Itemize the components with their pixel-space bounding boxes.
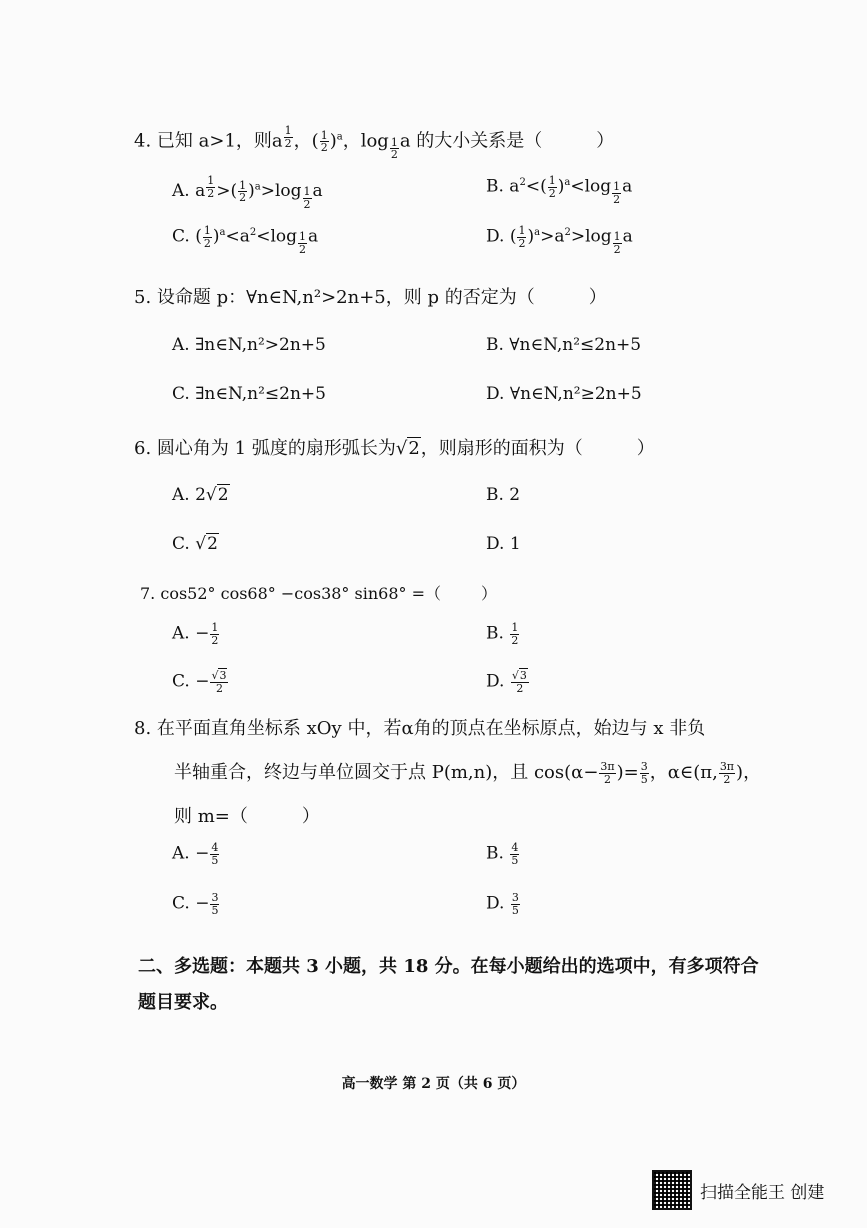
qr-code-icon	[652, 1170, 692, 1210]
q4-option-b[interactable]: B. $a^2<$( $\frac{1}{2}$ )$^a$<log $_{\frac{1}{2}}$ a	[486, 174, 633, 206]
watermark-text: 扫描全能王 创建	[700, 1182, 825, 1203]
question-8-line-3: 则 m=（ ）	[174, 806, 320, 827]
q7-option-c[interactable]: C. − $\frac{√3}{2}$	[172, 669, 227, 695]
section-2-heading: 二、多选题：本题共 3 小题，共 18 分。在每小题给出的选项中，有多项符合	[138, 956, 759, 977]
question-8-line-2: 半轴重合，终边与单位圆交于点 P(m,n)，且 cos(α− $\frac{3\pi}{2}$ )= $\frac{3}{5}$ ，α∈(π, $\frac{3\pi}{2}$ )，	[174, 759, 762, 786]
q5-option-c[interactable]: C. ∃n∈N,n²≤2n+5	[172, 384, 326, 404]
question-8-line-1: 8. 在平面直角坐标系 xOy 中，若α角的顶点在坐标原点，始边与 x 非负	[134, 718, 706, 739]
q7-option-b[interactable]: B. $\frac{1}{2}$	[486, 621, 519, 647]
question-7-stem: 7. cos52° cos68° −cos38° sin68° =（ ）	[140, 584, 498, 603]
q7-option-d[interactable]: D. $\frac{√3}{2}$	[486, 669, 527, 695]
q4-option-c[interactable]: C. ( $\frac{1}{2}$ )$^a<a^2<\log$ $_{\frac{1}{2}}$ a	[172, 224, 319, 256]
q8-option-b[interactable]: B. $\frac{4}{5}$	[486, 841, 519, 867]
question-5-stem: 5. 设命题 p：∀n∈N,n²>2n+5，则 p 的否定为（ ）	[134, 287, 607, 308]
section-2-heading-cont: 题目要求。	[138, 992, 228, 1013]
q8-option-d[interactable]: D. $\frac{3}{5}$	[486, 891, 519, 917]
q7-option-a[interactable]: A. − $\frac{1}{2}$	[172, 621, 219, 647]
question-6-stem: 6. 圆心角为 1 弧度的扇形弧长为√2，则扇形的面积为（ ）	[134, 438, 655, 459]
q6-option-c[interactable]: C. √2	[172, 534, 218, 554]
q8-option-c[interactable]: C. − $\frac{3}{5}$	[172, 891, 219, 917]
scanner-watermark	[652, 1170, 824, 1210]
question-4-stem: 4. 已知 a>1，则a $^{\frac{1}{2}}$ ，( $\frac{1}{2}$ )$^a$，log $_{\frac{1}{2}}$ a 的大小关系是（ ）	[134, 124, 615, 162]
q6-option-b[interactable]: B. 2	[486, 485, 521, 505]
page-footer: 高一数学 第 2 页（共 6 页）	[341, 1076, 526, 1092]
q5-option-d[interactable]: D. ∀n∈N,n²≥2n+5	[486, 384, 642, 404]
q4-option-a[interactable]: A. a $^{\frac{1}{2}}$ >( $\frac{1}{2}$ )$^a$>log $_{\frac{1}{2}}$ a	[172, 174, 323, 211]
q5-option-a[interactable]: A. ∃n∈N,n²>2n+5	[172, 335, 326, 355]
q6-option-d[interactable]: D. 1	[486, 534, 521, 554]
q4-option-d[interactable]: D. ( $\frac{1}{2}$ )$^a>a^2>\log$ $_{\frac{1}{2}}$ a	[486, 224, 633, 256]
q5-option-b[interactable]: B. ∀n∈N,n²≤2n+5	[486, 335, 642, 355]
q8-option-a[interactable]: A. − $\frac{4}{5}$	[172, 841, 219, 867]
q6-option-a[interactable]: A. 2√2	[172, 485, 229, 505]
